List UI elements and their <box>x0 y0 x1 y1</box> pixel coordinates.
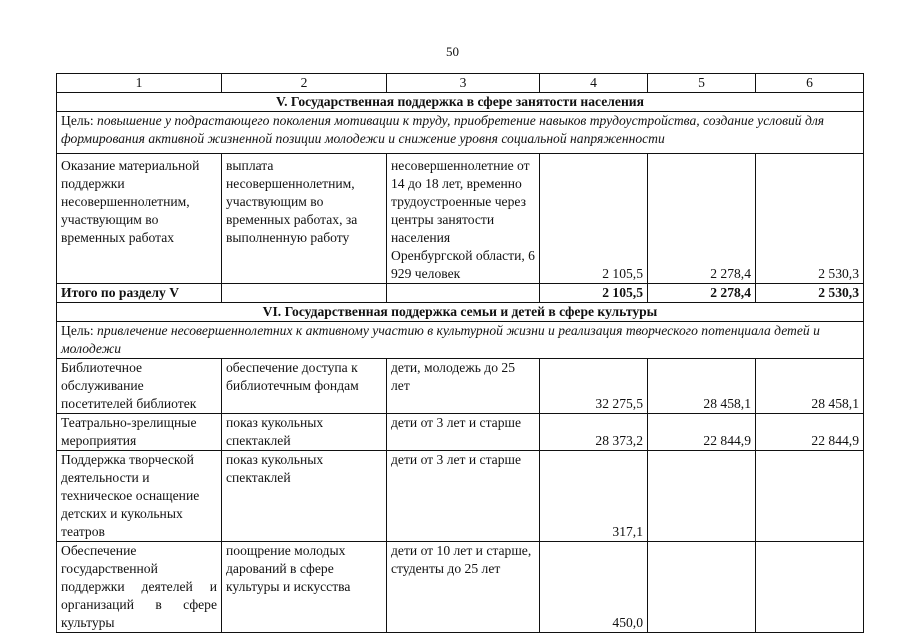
content-cell: поощрение молодых дарований в сфере культуры и искусства <box>222 542 387 633</box>
amount-col4: 28 373,2 <box>540 414 648 451</box>
empty-cell <box>222 284 387 303</box>
content-cell: обеспечение доступа к библиотечным фондам <box>222 359 387 414</box>
page-number: 50 <box>446 44 459 59</box>
amount-col4: 2 105,5 <box>540 154 648 284</box>
activity-cell: Обеспечение государственной поддержки деятелей и организаций в сфере культуры <box>57 542 222 633</box>
table-row <box>57 414 864 451</box>
table-row <box>57 359 864 414</box>
amount-col4: 32 275,5 <box>540 359 648 414</box>
table-row <box>57 451 864 542</box>
content-cell: выплата несовершеннолетним, участвующим во временных работах, за выполненную работу <box>222 154 387 284</box>
total-col6: 2 530,3 <box>756 284 864 303</box>
amount-col4: 450,0 <box>540 542 648 633</box>
budget-table <box>56 73 864 633</box>
activity-cell: Оказание материальной поддержки несовершеннолетним, участвующим во временных работах <box>57 154 222 284</box>
amount-col6: 22 844,9 <box>756 414 864 451</box>
target-group-cell: дети от 3 лет и старше <box>387 451 540 542</box>
amount-col5: 28 458,1 <box>648 359 756 414</box>
target-group-cell: дети от 10 лет и старше, студенты до 25 лет <box>387 542 540 633</box>
section-goal <box>57 322 864 359</box>
amount-col5 <box>648 451 756 542</box>
content-cell: показ кукольных спектаклей <box>222 414 387 451</box>
column-number: 3 <box>387 74 540 93</box>
amount-col6 <box>756 451 864 542</box>
empty-cell <box>387 284 540 303</box>
column-number: 6 <box>756 74 864 93</box>
section-v-total-row <box>57 284 864 303</box>
total-col4: 2 105,5 <box>540 284 648 303</box>
goal-text: повышение у подрастающего поколения мотивации к труду, приобретение навыков трудоустройства, создание условий для формирования активной жизненной позиции молодежи и снижение уровня социальной напряженности <box>61 113 825 146</box>
column-number: 4 <box>540 74 648 93</box>
table-row <box>57 154 864 284</box>
goal-label: Цель: <box>61 113 94 128</box>
section-title: VI. Государственная поддержка семьи и детей в сфере культуры <box>57 303 864 322</box>
target-group-cell: несовершеннолетние от 14 до 18 лет, временно трудоустроенные через центры занятости населения Оренбургской области, 6 929 человек <box>387 154 540 284</box>
section-title: V. Государственная поддержка в сфере занятости населения <box>57 93 864 112</box>
target-group-cell: дети, молодежь до 25 лет <box>387 359 540 414</box>
goal-text: привлечение несовершеннолетних к активному участию в культурной жизни и реализация творческого потенциала детей и молодежи <box>61 323 820 356</box>
amount-col6: 28 458,1 <box>756 359 864 414</box>
column-number: 5 <box>648 74 756 93</box>
column-number: 1 <box>57 74 222 93</box>
amount-col6 <box>756 542 864 633</box>
column-number: 2 <box>222 74 387 93</box>
column-numbers-row <box>57 74 864 93</box>
section-vi-title-row <box>57 303 864 322</box>
amount-col4: 317,1 <box>540 451 648 542</box>
amount-col5 <box>648 542 756 633</box>
content-cell: показ кукольных спектаклей <box>222 451 387 542</box>
activity-cell: Поддержка творческой деятельности и техническое оснащение детских и кукольных театров <box>57 451 222 542</box>
target-group-cell: дети от 3 лет и старше <box>387 414 540 451</box>
total-label: Итого по разделу V <box>57 284 222 303</box>
section-vi-goal-row <box>57 322 864 359</box>
section-v-goal-row <box>57 112 864 154</box>
activity-cell: Библиотечное обслуживание посетителей библиотек <box>57 359 222 414</box>
activity-cell: Театрально-зрелищные мероприятия <box>57 414 222 451</box>
amount-col5: 22 844,9 <box>648 414 756 451</box>
amount-col6: 2 530,3 <box>756 154 864 284</box>
goal-label: Цель: <box>61 323 94 338</box>
section-goal <box>57 112 864 154</box>
table-row <box>57 542 864 633</box>
amount-col5: 2 278,4 <box>648 154 756 284</box>
total-col5: 2 278,4 <box>648 284 756 303</box>
section-v-title-row <box>57 93 864 112</box>
